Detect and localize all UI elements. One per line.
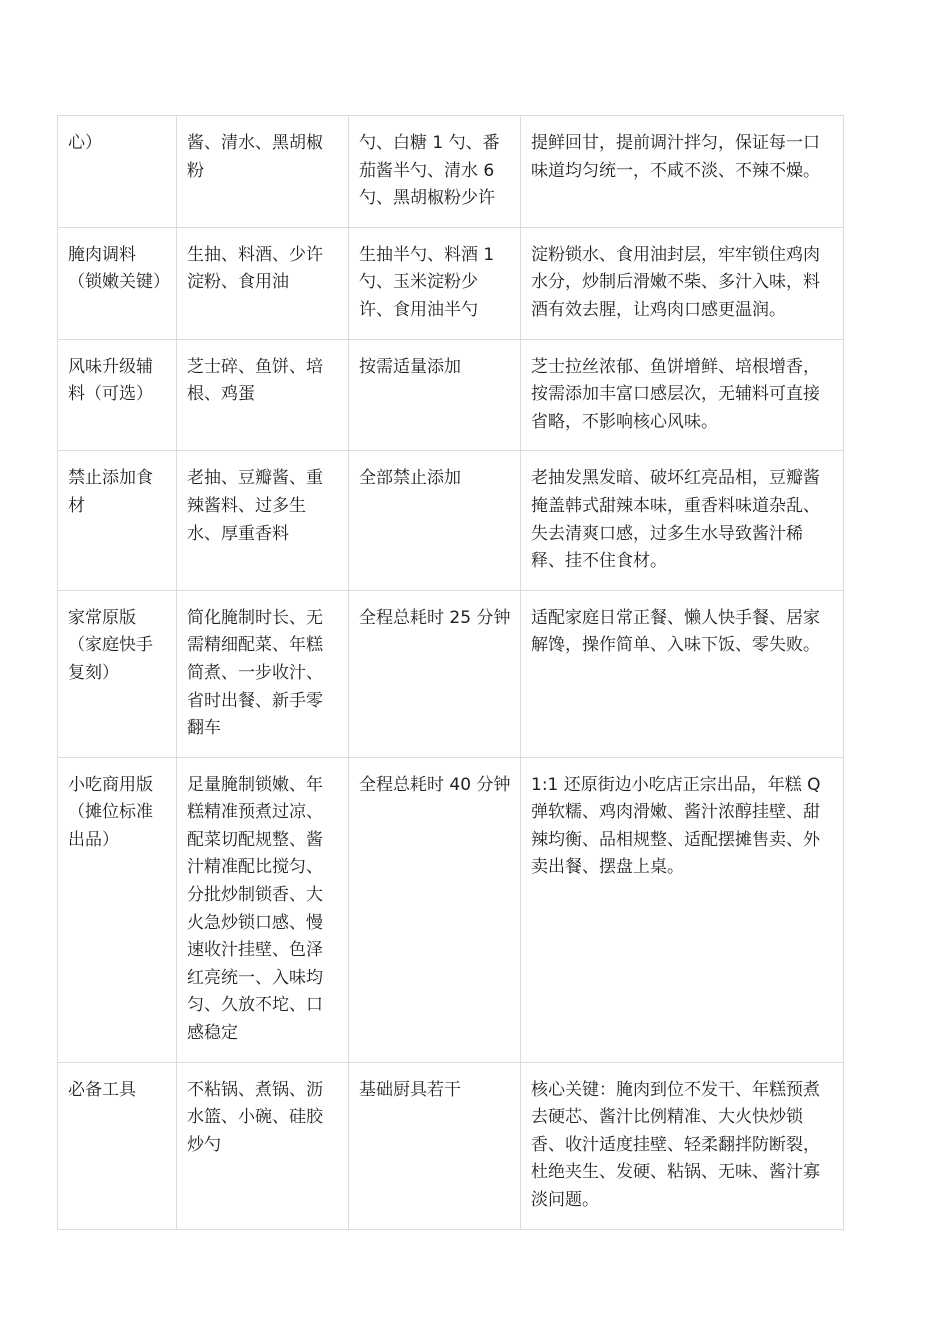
- cell-amount: 按需适量添加: [349, 339, 521, 451]
- cell-note: 淀粉锁水、食用油封层，牢牢锁住鸡肉水分，炒制后滑嫩不柴、多汁入味，料酒有效去腥，让鸡肉口感更温润。: [521, 227, 844, 339]
- table-row: [58, 757, 844, 1062]
- cell-ingredients: 足量腌制锁嫩、年糕精准预煮过凉、配菜切配规整、酱汁精准配比搅匀、分批炒制锁香、大火急炒锁口感、慢速收汁挂壁、色泽红亮统一、入味均匀、久放不坨、口感稳定: [177, 757, 349, 1062]
- cell-ingredients: 生抽、料酒、少许淀粉、食用油: [177, 227, 349, 339]
- cell-ingredients: 老抽、豆瓣酱、重辣酱料、过多生水、厚重香料: [177, 451, 349, 590]
- table-row: [58, 451, 844, 590]
- table-row: [58, 116, 844, 228]
- cell-amount: 全程总耗时 25 分钟: [349, 590, 521, 757]
- table-row: [58, 227, 844, 339]
- cell-note: 适配家庭日常正餐、懒人快手餐、居家解馋，操作简单、入味下饭、零失败。: [521, 590, 844, 757]
- cell-ingredients: 不粘锅、煮锅、沥水篮、小碗、硅胶炒勺: [177, 1062, 349, 1229]
- cell-note: 1:1 还原街边小吃店正宗出品，年糕 Q 弹软糯、鸡肉滑嫩、酱汁浓醇挂壁、甜辣均衡、品相规整、适配摆摊售卖、外卖出餐、摆盘上桌。: [521, 757, 844, 1062]
- cell-amount: 基础厨具若干: [349, 1062, 521, 1229]
- cell-note: 提鲜回甘，提前调汁拌匀，保证每一口味道均匀统一，不咸不淡、不辣不燥。: [521, 116, 844, 228]
- cell-note: 核心关键：腌肉到位不发干、年糕预煮去硬芯、酱汁比例精准、大火快炒锁香、收汁适度挂壁、轻柔翻拌防断裂，杜绝夹生、发硬、粘锅、无味、酱汁寡淡问题。: [521, 1062, 844, 1229]
- cell-ingredients: 芝士碎、鱼饼、培根、鸡蛋: [177, 339, 349, 451]
- cell-amount: 生抽半勺、料酒 1 勺、玉米淀粉少许、食用油半勺: [349, 227, 521, 339]
- cell-ingredients: 酱、清水、黑胡椒粉: [177, 116, 349, 228]
- document-page: [57, 115, 843, 1230]
- table-row: [58, 339, 844, 451]
- recipe-table: [57, 115, 844, 1230]
- cell-ingredients: 简化腌制时长、无需精细配菜、年糕简煮、一步收汁、省时出餐、新手零翻车: [177, 590, 349, 757]
- cell-item: 风味升级辅料（可选）: [58, 339, 177, 451]
- cell-item: 心）: [58, 116, 177, 228]
- cell-amount: 勺、白糖 1 勺、番茄酱半勺、清水 6 勺、黑胡椒粉少许: [349, 116, 521, 228]
- cell-note: 芝士拉丝浓郁、鱼饼增鲜、培根增香，按需添加丰富口感层次，无辅料可直接省略，不影响核心风味。: [521, 339, 844, 451]
- cell-item: 禁止添加食材: [58, 451, 177, 590]
- cell-item: 必备工具: [58, 1062, 177, 1229]
- cell-item: 腌肉调料（锁嫩关键）: [58, 227, 177, 339]
- cell-amount: 全部禁止添加: [349, 451, 521, 590]
- cell-item: 家常原版（家庭快手复刻）: [58, 590, 177, 757]
- cell-note: 老抽发黑发暗、破坏红亮品相，豆瓣酱掩盖韩式甜辣本味，重香料味道杂乱、失去清爽口感，过多生水导致酱汁稀释、挂不住食材。: [521, 451, 844, 590]
- cell-item: 小吃商用版（摊位标准出品）: [58, 757, 177, 1062]
- table-row: [58, 1062, 844, 1229]
- table-row: [58, 590, 844, 757]
- cell-amount: 全程总耗时 40 分钟: [349, 757, 521, 1062]
